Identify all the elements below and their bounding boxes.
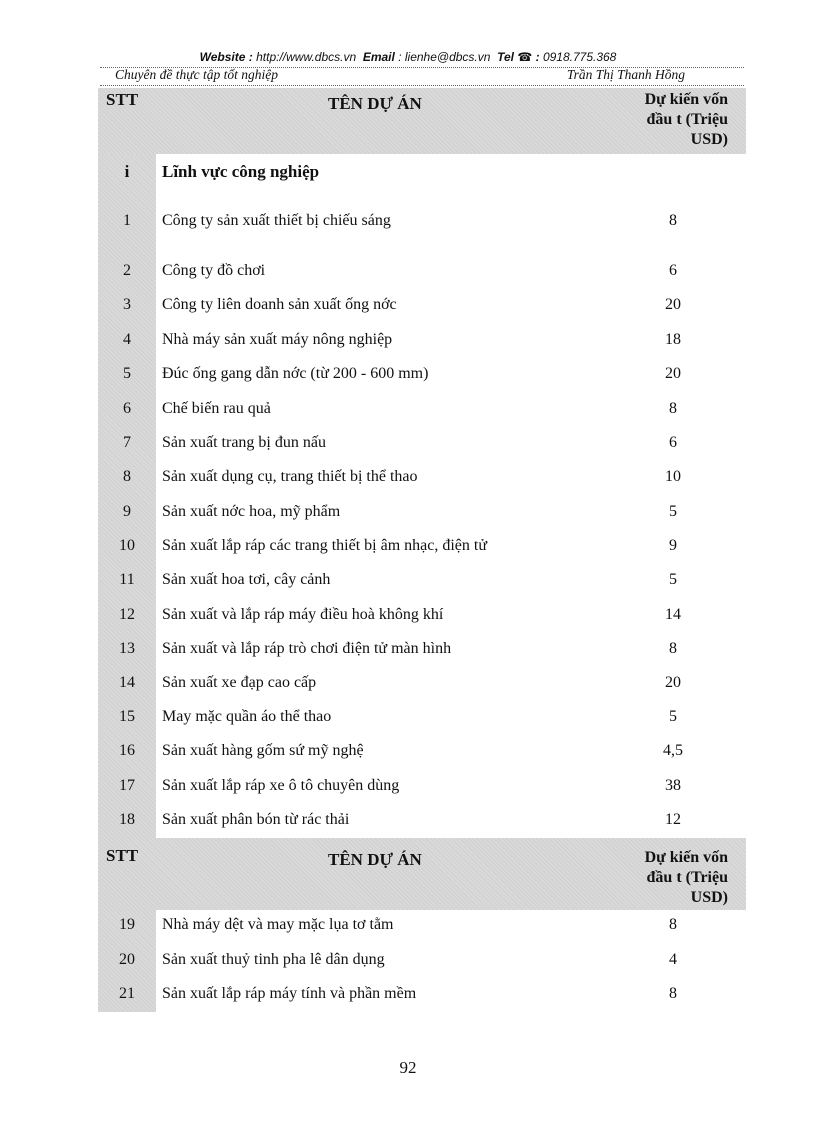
column-investment-line1: Dự kiến vốn <box>644 91 728 108</box>
row-project-name: Sản xuất lắp ráp máy tính và phần mềm <box>162 985 417 1002</box>
column-investment-line2: đầu t (Triệu <box>646 111 728 128</box>
row-project-name: Sản xuất phân bón từ rác thải <box>162 811 350 828</box>
column-project-name: TÊN DỰ ÁN <box>328 850 422 869</box>
table-row <box>98 708 746 732</box>
row-stt: 20 <box>119 951 135 968</box>
table-row <box>98 434 746 458</box>
tel-number: 0918.775.368 <box>542 50 617 64</box>
row-stt: 1 <box>123 212 131 229</box>
email-label: Email <box>362 50 395 64</box>
row-investment: 5 <box>669 503 677 520</box>
table-row <box>98 777 746 801</box>
row-project-name: Công ty sản xuất thiết bị chiếu sáng <box>162 212 391 229</box>
row-investment: 8 <box>669 916 677 933</box>
row-project-name: Sản xuất lắp ráp xe ô tô chuyên dùng <box>162 777 400 794</box>
tel-label: Tel ☎ : <box>497 50 540 64</box>
row-stt: 13 <box>119 640 135 657</box>
table-row <box>98 640 746 664</box>
table-row <box>98 537 746 561</box>
row-stt: 10 <box>119 537 135 554</box>
row-stt: 11 <box>119 571 135 588</box>
column-investment-line2: đầu t (Triệu <box>646 869 728 886</box>
column-stt: STT <box>106 846 139 865</box>
table-row <box>98 674 746 698</box>
table-row <box>98 400 746 424</box>
row-project-name: Công ty đồ chơi <box>162 262 266 279</box>
row-investment: 14 <box>665 606 681 623</box>
table-row <box>98 916 746 940</box>
row-investment: 5 <box>669 571 677 588</box>
row-stt: 7 <box>123 434 131 451</box>
column-investment-line3: USD) <box>690 889 728 906</box>
row-project-name: Chế biến rau quả <box>162 400 271 417</box>
running-header-divider <box>100 85 744 86</box>
row-stt: 2 <box>123 262 131 279</box>
row-stt: 17 <box>119 777 135 794</box>
row-investment: 20 <box>665 674 681 691</box>
row-stt: 4 <box>123 331 131 348</box>
row-investment: 12 <box>665 811 681 828</box>
row-project-name: Công ty liên doanh sản xuất ống nớc <box>162 296 397 313</box>
row-investment: 8 <box>669 400 677 417</box>
email-address[interactable]: : lienhe@dbcs.vn <box>398 50 491 64</box>
row-stt: 18 <box>119 811 135 828</box>
table-row <box>98 212 746 236</box>
row-stt: 14 <box>119 674 135 691</box>
table-row <box>98 742 746 766</box>
column-stt: STT <box>106 90 139 109</box>
stt-column-shading <box>98 154 156 838</box>
row-project-name: Sản xuất trang bị đun nấu <box>162 434 326 451</box>
column-investment <box>618 90 728 150</box>
row-stt: 16 <box>119 742 135 759</box>
row-investment: 4 <box>669 951 677 968</box>
column-project-name: TÊN DỰ ÁN <box>328 94 422 113</box>
row-stt: 9 <box>123 503 131 520</box>
row-stt: 5 <box>123 365 131 382</box>
row-project-name: Sản xuất nớc hoa, mỹ phẩm <box>162 503 341 520</box>
row-project-name: Sản xuất dụng cụ, trang thiết bị thể thao <box>162 468 418 485</box>
row-investment: 18 <box>665 331 681 348</box>
row-investment: 8 <box>669 640 677 657</box>
section-title: Lĩnh vực công nghiệp <box>162 162 320 181</box>
row-stt: 3 <box>123 296 131 313</box>
website-url[interactable]: http://www.dbcs.vn <box>256 50 357 64</box>
row-project-name: Sản xuất xe đạp cao cấp <box>162 674 317 691</box>
table-row <box>98 606 746 630</box>
table-row <box>98 468 746 492</box>
row-investment: 8 <box>669 212 677 229</box>
row-investment: 10 <box>665 468 681 485</box>
row-investment: 38 <box>665 777 681 794</box>
row-project-name: Sản xuất và lắp ráp trò chơi điện tử màn hình <box>162 640 452 657</box>
row-stt: 12 <box>119 606 135 623</box>
site-header <box>0 50 816 64</box>
table-row <box>98 296 746 320</box>
table-row <box>98 331 746 355</box>
row-investment: 20 <box>665 365 681 382</box>
row-project-name: Đúc ống gang dẫn nớc (từ 200 - 600 mm) <box>162 365 429 382</box>
row-investment: 6 <box>669 262 677 279</box>
row-investment: 6 <box>669 434 677 451</box>
table-row <box>98 811 746 835</box>
table-row <box>98 951 746 975</box>
row-investment: 20 <box>665 296 681 313</box>
section-number: i <box>124 162 130 181</box>
website-label: Website : <box>199 50 253 64</box>
row-project-name: May mặc quần áo thể thao <box>162 708 332 725</box>
row-project-name: Sản xuất hàng gốm sứ mỹ nghệ <box>162 742 364 759</box>
row-stt: 15 <box>119 708 135 725</box>
row-project-name: Sản xuất thuỷ tinh pha lê dân dụng <box>162 951 385 968</box>
table-row <box>98 571 746 595</box>
row-project-name: Nhà máy sản xuất máy nông nghiệp <box>162 331 393 348</box>
table-header-repeat <box>98 838 746 910</box>
row-project-name: Sản xuất và lắp ráp máy điều hoà không khí <box>162 606 444 623</box>
row-stt: 19 <box>119 916 135 933</box>
row-investment: 9 <box>669 537 677 554</box>
row-investment: 5 <box>669 708 677 725</box>
table-row <box>98 365 746 389</box>
document-topic: Chuyên đề thực tập tốt nghiệp <box>115 67 278 82</box>
column-investment-line3: USD) <box>690 131 728 148</box>
row-project-name: Sản xuất lắp ráp các trang thiết bị âm nhạc, điện tử <box>162 537 487 554</box>
column-investment-line1: Dự kiến vốn <box>644 849 728 866</box>
row-investment: 4,5 <box>663 742 683 759</box>
column-investment <box>618 848 728 908</box>
page-number: 92 <box>399 1058 417 1077</box>
row-project-name: Nhà máy dệt và may mặc lụa tơ tằm <box>162 916 394 933</box>
table-header <box>98 88 746 154</box>
document-author: Trần Thị Thanh Hồng <box>566 67 685 82</box>
row-project-name: Sản xuất hoa tơi, cây cảnh <box>162 571 331 588</box>
table-row <box>98 503 746 527</box>
row-investment: 8 <box>669 985 677 1002</box>
row-stt: 8 <box>123 468 131 485</box>
table-row <box>98 262 746 286</box>
row-stt: 21 <box>119 985 135 1002</box>
row-stt: 6 <box>123 400 131 417</box>
table-row <box>98 985 746 1009</box>
